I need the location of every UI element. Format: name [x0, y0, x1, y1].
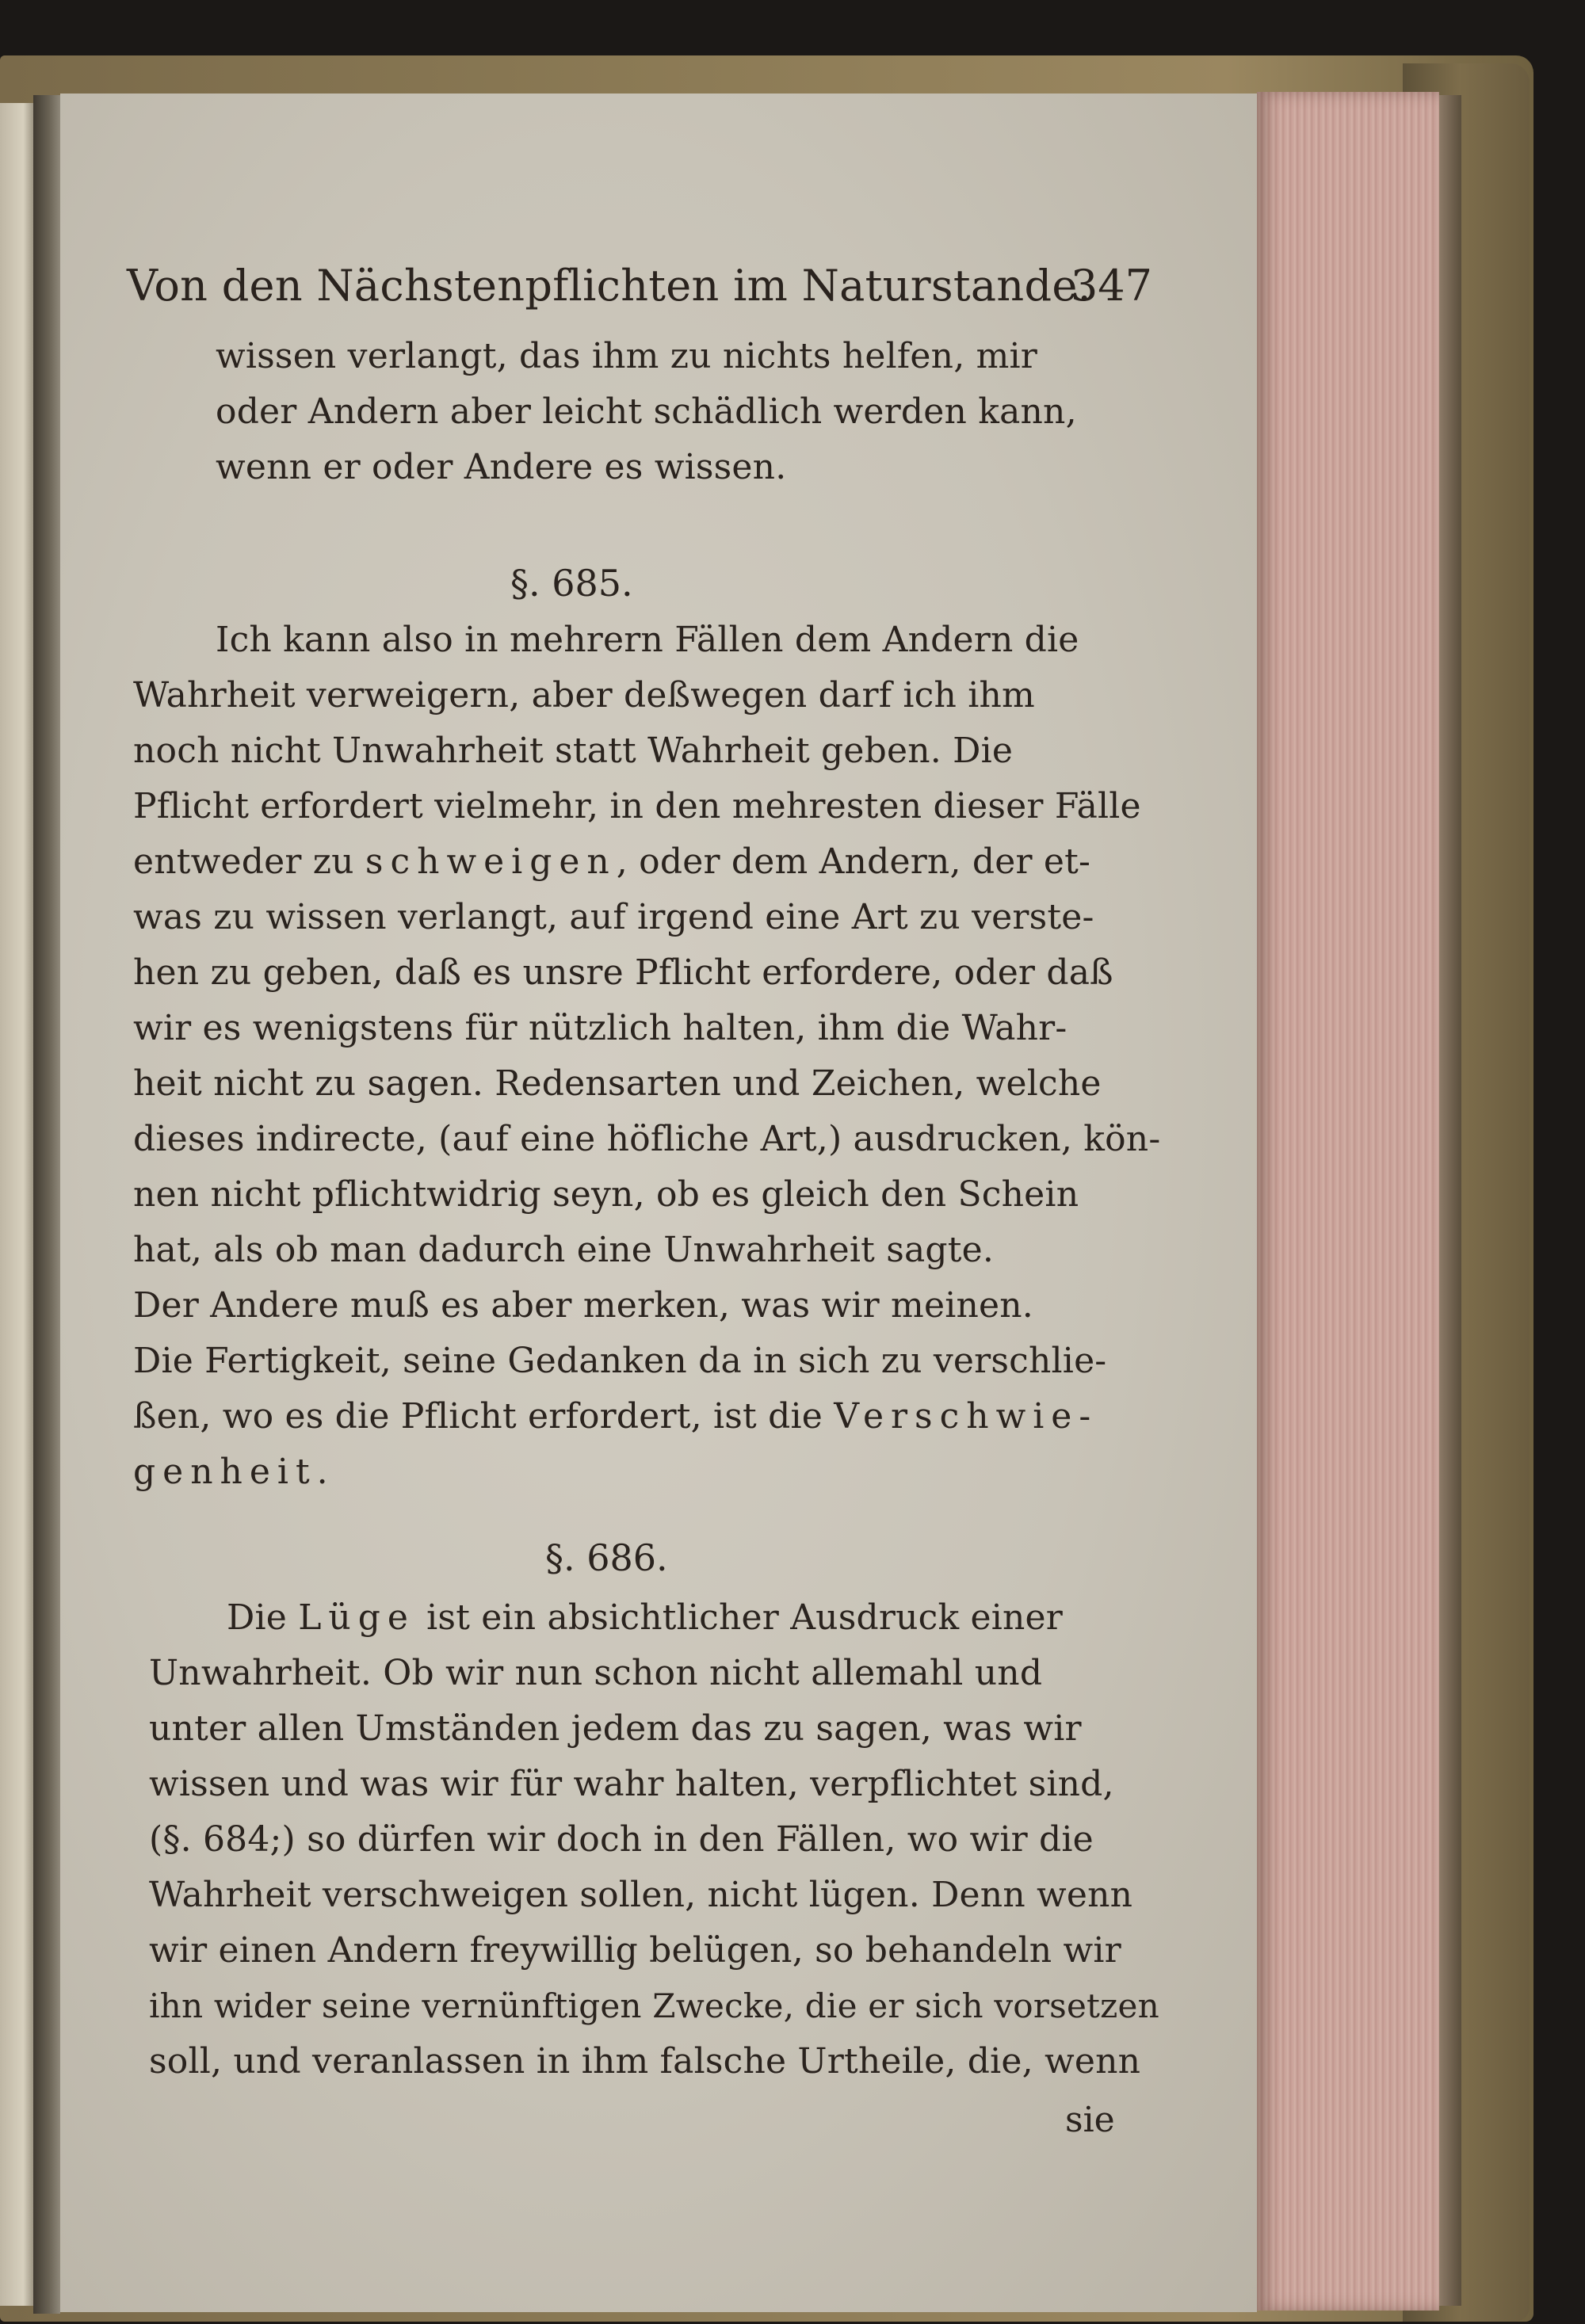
text-line: Der Andere muß es aber merken, was wir meinen. — [133, 1285, 1033, 1326]
text-segment: entweder zu — [133, 841, 365, 882]
page-number: 347 — [1070, 261, 1152, 311]
text-line: heit nicht zu sagen. Redensarten und Zeichen, welche — [133, 1063, 1102, 1104]
text-line: Die Fertigkeit, seine Gedanken da in sich zu verschlie- — [133, 1341, 1107, 1381]
text-line: unter allen Umständen jedem das zu sagen, was wir — [149, 1708, 1082, 1749]
text-segment: ist ein absichtlicher Ausdruck einer — [414, 1597, 1064, 1638]
book-gutter — [33, 95, 60, 2314]
text-segment: Die — [227, 1597, 299, 1638]
text-line: Wahrheit verschweigen sollen, nicht lügen. Denn wenn — [149, 1875, 1133, 1915]
section-heading-686: §. 686. — [545, 1536, 668, 1579]
text-line: Ich kann also in mehrern Fällen dem Andern die — [216, 620, 1079, 660]
page-block-edges — [1257, 92, 1439, 2311]
text-line: Wahrheit verweigern, aber deßwegen darf ich ihm — [133, 675, 1035, 716]
text-line: wissen verlangt, das ihm zu nichts helfen, mir — [216, 336, 1037, 376]
text-line — [133, 838, 1090, 886]
text-line: noch nicht Unwahrheit statt Wahrheit geben. Die — [133, 731, 1014, 771]
catchword: sie — [1065, 2100, 1115, 2140]
text-line — [227, 1594, 1063, 1642]
text-line: (§. 684;) so dürfen wir doch in den Fällen, wo wir die — [149, 1819, 1094, 1860]
text-line: hat, als ob man dadurch eine Unwahrheit sagte. — [133, 1230, 995, 1270]
text-line: wissen und was wir für wahr halten, verpflichtet sind, — [149, 1764, 1114, 1804]
emphasized-word: schweigen — [365, 841, 617, 882]
running-header — [127, 258, 1152, 314]
running-title: Von den Nächstenpflichten im Naturstande. — [127, 261, 1092, 311]
previous-page-edge — [0, 103, 33, 2306]
text-line: wir einen Andern freywillig belügen, so behandeln wir — [149, 1930, 1121, 1971]
text-line: ihn wider seine vernünftigen Zwecke, die er sich vorsetzen — [149, 1986, 1159, 2025]
text-line: Pflicht erfordert vielmehr, in den mehresten dieser Fälle — [133, 786, 1141, 826]
text-line: nen nicht pflichtwidrig seyn, ob es gleich den Schein — [133, 1174, 1079, 1215]
text-line: wenn er oder Andere es wissen. — [216, 447, 787, 487]
section-heading-685: §. 685. — [510, 562, 633, 605]
text-line: dieses indirecte, (auf eine höfliche Art,) ausdrucken, kön- — [133, 1119, 1161, 1159]
emphasized-word: genheit. — [133, 1452, 335, 1492]
text-segment: , oder dem Andern, der et- — [616, 841, 1091, 882]
emphasized-word: Verschwie- — [834, 1396, 1098, 1437]
text-line: soll, und veranlassen in ihm falsche Urtheile, die, wenn — [149, 2041, 1141, 2082]
book-page — [60, 93, 1257, 2312]
emphasized-word: Lüge — [298, 1597, 415, 1638]
page-block-shadow — [1439, 95, 1461, 2306]
text-line — [133, 1393, 1098, 1441]
text-line — [133, 1448, 335, 1496]
text-line: oder Andern aber leicht schädlich werden kann, — [216, 391, 1077, 432]
text-line: Unwahrheit. Ob wir nun schon nicht allemahl und — [149, 1653, 1043, 1693]
text-line: hen zu geben, daß es unsre Pflicht erfordere, oder daß — [133, 952, 1113, 993]
text-segment: ßen, wo es die Pflicht erfordert, ist die — [133, 1396, 835, 1437]
text-line: was zu wissen verlangt, auf irgend eine Art zu verste- — [133, 897, 1094, 937]
text-line: wir es wenigstens für nützlich halten, ihm die Wahr- — [133, 1008, 1067, 1048]
